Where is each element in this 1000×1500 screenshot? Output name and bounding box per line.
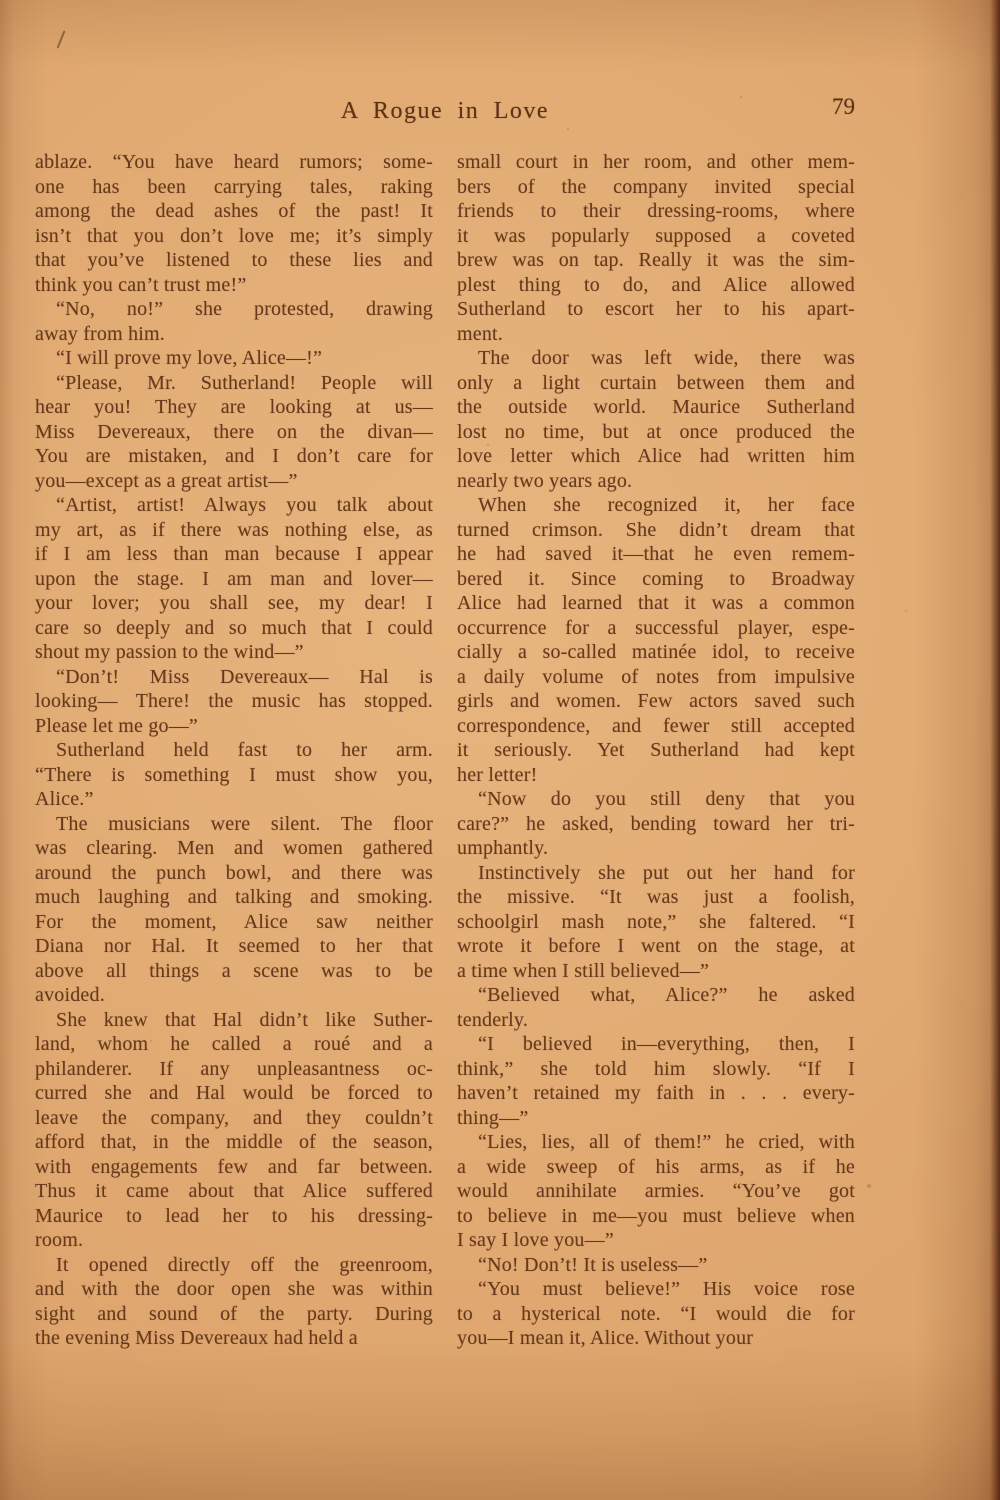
paragraph	[35, 297, 433, 346]
paragraph	[35, 493, 433, 665]
text-line: care?” he asked, bending toward her tri-	[457, 812, 855, 835]
text-line: plest thing to do, and Alice allowed	[457, 273, 855, 296]
text-line: For the moment, Alice saw neither	[35, 910, 433, 933]
text-line: to believe in me—you must believe when	[457, 1204, 855, 1227]
text-line: schoolgirl mash note,” she faltered. “I	[457, 910, 855, 933]
paragraph	[35, 812, 433, 1008]
text-line: a time when I still believed—”	[457, 959, 710, 982]
text-line: girls and women. Few actors saved such	[457, 690, 855, 712]
text-line: “Believed what, Alice?” he asked	[478, 984, 855, 1006]
text-line: bers of the company invited special	[457, 175, 855, 198]
text-line: “No, no!” she protested, drawing	[56, 298, 433, 320]
paragraph	[457, 1277, 855, 1351]
text-line: tenderly.	[457, 1008, 529, 1031]
text-line: correspondence, and fewer still accepted	[457, 714, 855, 737]
paragraph	[457, 1130, 855, 1253]
paragraph	[457, 861, 855, 984]
text-line: afford that, in the middle of the season,	[35, 1131, 433, 1153]
text-line: “Please, Mr. Sutherland! People will	[56, 371, 433, 394]
text-line: “Artist, artist! Always you talk about	[56, 494, 433, 516]
text-line: Alice had learned that it was a common	[457, 592, 855, 614]
text-line: avoided.	[35, 984, 105, 1006]
text-line: her letter!	[457, 763, 538, 786]
text-line: isn’t that you don’t love me; it’s simply	[35, 224, 433, 247]
text-line: She knew that Hal didn’t like Suther-	[56, 1008, 433, 1031]
page-edge-shadow	[990, 0, 1000, 1500]
pen-mark	[57, 30, 66, 48]
paragraph	[35, 665, 433, 739]
running-title: A Rogue in Love	[340, 98, 550, 124]
text-line: cially a so-called matinée idol, to receive	[457, 641, 855, 663]
text-line: The musicians were silent. The floor	[56, 812, 433, 835]
paragraph	[457, 787, 855, 861]
text-line: the evening Miss Devereaux had held a	[35, 1327, 358, 1349]
text-line: a daily volume of notes from impulsive	[457, 665, 855, 688]
text-line: “No! Don’t! It is useless—”	[478, 1253, 708, 1276]
text-line: looking— There! the music has stopped.	[35, 690, 433, 712]
text-line: upon the stage. I am man and lover—	[35, 567, 433, 590]
paragraph	[35, 150, 433, 297]
text-line: it seriously. Yet Sutherland had kept	[457, 739, 855, 761]
page-number: 79	[832, 94, 855, 119]
text-line: “Now do you still deny that you	[478, 788, 855, 810]
text-line: only a light curtain between them and	[457, 371, 855, 394]
text-line: Please let me go—”	[35, 714, 198, 737]
text-line: turned crimson. She didn’t dream that	[457, 518, 855, 541]
paragraph	[457, 493, 855, 787]
text-line: Thus it came about that Alice suffered	[35, 1180, 433, 1202]
text-line: above all things a scene was to be	[35, 959, 433, 982]
text-line: curred she and Hal would be forced to	[35, 1082, 433, 1104]
text-line: friends to their dressing-rooms, where	[457, 200, 855, 222]
text-line: haven’t retained my faith in . . . every-	[457, 1082, 855, 1104]
paragraph	[457, 1032, 855, 1130]
paragraph	[457, 983, 855, 1032]
paragraph	[35, 371, 433, 494]
text-line: Sutherland to escort her to his apart-	[457, 298, 855, 320]
paragraph	[35, 346, 433, 371]
text-line: “I believed in—everything, then, I	[478, 1033, 855, 1055]
text-line: “Don’t! Miss Devereaux— Hal is	[56, 665, 433, 688]
page-header	[35, 94, 855, 132]
text-line: sight and sound of the party. During	[35, 1302, 433, 1325]
text-line: among the dead ashes of the past! It	[35, 200, 433, 222]
text-line: hear you! They are looking at us—	[35, 396, 433, 418]
text-line: you—except as a great artist—”	[35, 469, 298, 492]
text-line: ment.	[457, 322, 503, 345]
text-line: ablaze. “You have heard rumors; some-	[35, 151, 433, 173]
text-line: leave the company, and they couldn’t	[35, 1106, 433, 1129]
text-line: much laughing and talking and smoking.	[35, 886, 433, 908]
text-line: you—I mean it, Alice. Without your	[457, 1327, 754, 1349]
text-line: “You must believe!” His voice rose	[478, 1278, 855, 1300]
text-line: one has been carrying tales, raking	[35, 175, 433, 198]
text-line: away from him.	[35, 322, 165, 345]
text-line: “There is something I must show you,	[35, 763, 433, 786]
column-left	[35, 150, 433, 1351]
text-line: to a hysterical note. “I would die for	[457, 1302, 855, 1325]
text-line: love letter which Alice had written him	[457, 445, 855, 467]
text-line: the missive. “It was just a foolish,	[457, 886, 855, 908]
paragraph	[457, 150, 855, 346]
paragraph	[457, 1253, 855, 1278]
text-line: the outside world. Maurice Sutherland	[457, 396, 855, 418]
paragraph	[35, 738, 433, 812]
text-line: it was popularly supposed a coveted	[457, 224, 855, 247]
text-line: room.	[35, 1229, 84, 1251]
paragraph	[35, 1253, 433, 1351]
column-right	[457, 150, 855, 1351]
text-line: your lover; you shall see, my dear! I	[35, 592, 433, 614]
text-line: and with the door open she was within	[35, 1278, 433, 1300]
text-line: wrote it before I went on the stage, at	[457, 935, 855, 957]
text-line: You are mistaken, and I don’t care for	[35, 445, 433, 467]
text-line: thing—”	[457, 1106, 529, 1129]
text-line: with engagements few and far between.	[35, 1155, 433, 1178]
text-line: lost no time, but at once produced the	[457, 420, 855, 443]
text-line: “I will prove my love, Alice—!”	[56, 347, 323, 369]
text-line: care so deeply and so much that I could	[35, 616, 433, 639]
text-line: think,” she told him slowly. “If I	[457, 1057, 855, 1080]
text-line: think you can’t trust me!”	[35, 273, 247, 296]
text-line: nearly two years ago.	[457, 469, 633, 492]
text-line: Alice.”	[35, 788, 94, 810]
text-line: small court in her room, and other mem-	[457, 151, 855, 173]
text-line: I say I love you—”	[457, 1229, 614, 1251]
text-line: was clearing. Men and women gathered	[35, 837, 433, 859]
text-line: Maurice to lead her to his dressing-	[35, 1204, 433, 1227]
text-line: Miss Devereaux, there on the divan—	[35, 420, 433, 443]
text-line: Diana nor Hal. It seemed to her that	[35, 935, 433, 957]
text-line: philanderer. If any unpleasantness oc-	[35, 1057, 433, 1080]
text-line: Instinctively she put out her hand for	[478, 861, 855, 884]
text-line: “Lies, lies, all of them!” he cried, with	[478, 1131, 855, 1153]
text-line: When she recognized it, her face	[478, 494, 855, 516]
text-line: would annihilate armies. “You’ve got	[457, 1180, 855, 1202]
text-line: he had saved it—that he even remem-	[457, 543, 855, 565]
paragraph	[457, 346, 855, 493]
text-line: a wide sweep of his arms, as if he	[457, 1155, 855, 1178]
text-line: umphantly.	[457, 837, 549, 859]
text-columns	[35, 150, 855, 1351]
text-line: occurrence for a successful player, espe-	[457, 616, 855, 639]
text-line: if I am less than man because I appear	[35, 543, 433, 565]
paper-specks	[0, 0, 2, 2]
text-line: around the punch bowl, and there was	[35, 861, 433, 884]
text-line: It opened directly off the greenroom,	[56, 1253, 433, 1276]
text-line: brew was on tap. Really it was the sim-	[457, 249, 855, 271]
text-line: bered it. Since coming to Broadway	[457, 567, 855, 590]
text-line: shout my passion to the wind—”	[35, 641, 304, 663]
text-line: The door was left wide, there was	[478, 347, 855, 369]
text-line: Sutherland held fast to her arm.	[56, 739, 433, 761]
paragraph	[35, 1008, 433, 1253]
text-line: that you’ve listened to these lies and	[35, 249, 433, 271]
text-line: land, whom he called a roué and a	[35, 1033, 433, 1055]
text-line: my art, as if there was nothing else, as	[35, 518, 433, 541]
